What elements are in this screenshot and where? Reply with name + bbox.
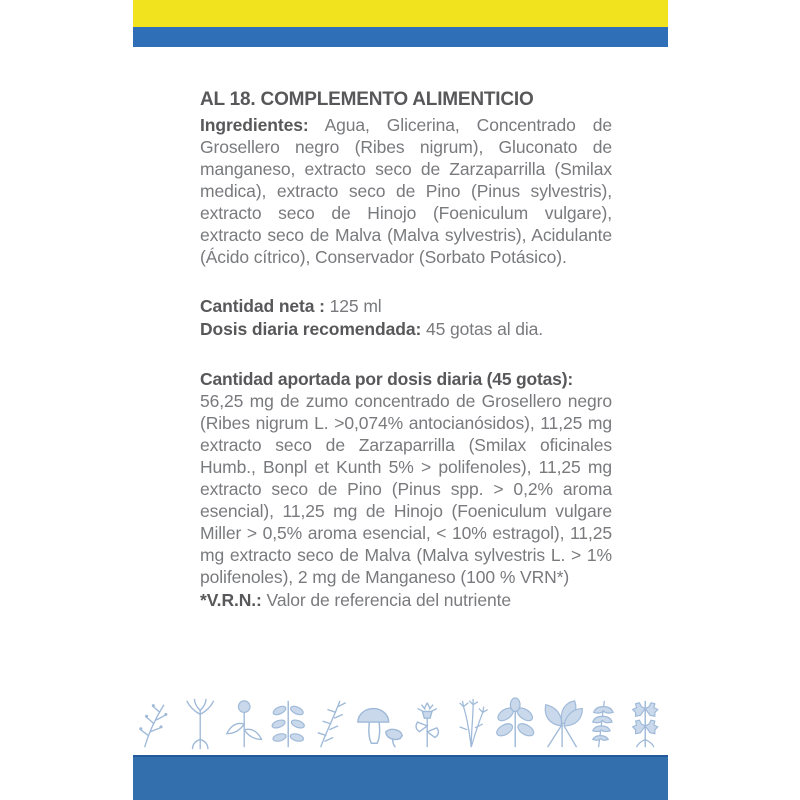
ginkgo-leaves-icon bbox=[538, 697, 586, 753]
fern-leaf-icon bbox=[587, 697, 622, 753]
top-yellow-band bbox=[133, 0, 668, 27]
ingredients-paragraph bbox=[200, 114, 612, 268]
daily-dose-value: 45 gotas al dia. bbox=[421, 319, 544, 339]
per-dose-block bbox=[200, 368, 612, 611]
ingredients-label: Ingredientes: bbox=[200, 115, 309, 135]
vrn-label: *V.R.N.: bbox=[200, 590, 262, 610]
label-content bbox=[133, 47, 668, 611]
nettle-plant-icon bbox=[624, 697, 666, 753]
per-dose-heading: Cantidad aportada por dosis diaria (45 gotas): bbox=[200, 369, 573, 389]
product-title: AL 18. COMPLEMENTO ALIMENTICIO bbox=[200, 89, 534, 110]
vrn-text: Valor de referencia del nutriente bbox=[261, 590, 511, 610]
root-plant-icon bbox=[179, 697, 221, 753]
sage-stalk-icon bbox=[267, 697, 309, 753]
net-quantity-line bbox=[200, 295, 612, 318]
per-dose-text: 56,25 mg de zumo concentrado de Grosellero negro (Ribes nigrum L. >0,074% antocianósidos), 11,25 mg extracto seco de Zarzaparrilla (Smilax oficinales Humb., Bonpl et Kunth 5% > polifenoles), 11,25 mg extracto seco de Pino (Pinus spp. > 0,2% aroma esencial), 11,25 mg de Hinojo (Foeniculum vulgare Miller > 0,5% aroma esencial, < 10% estragol), 11,25 mg extracto seco de Malva (Malva sylvestris L. > 1% polifenoles), 2 mg de Manganeso (100 % VRN*) bbox=[200, 391, 612, 587]
daily-dose-line bbox=[200, 318, 612, 341]
botanical-illustrations-row bbox=[133, 695, 668, 755]
leafy-branch-icon bbox=[494, 697, 536, 753]
bottom-blue-band bbox=[133, 755, 668, 800]
net-quantity-label: Cantidad neta : bbox=[200, 296, 325, 316]
daily-dose-label: Dosis diaria recomendada: bbox=[200, 319, 422, 339]
milk-thistle-icon bbox=[406, 697, 448, 753]
product-label-card bbox=[133, 0, 668, 800]
flowering-herb-icon bbox=[450, 697, 492, 753]
vrn-note bbox=[200, 589, 612, 611]
top-blue-band bbox=[133, 27, 668, 47]
mushrooms-icon bbox=[354, 697, 404, 753]
rosemary-sprig-icon bbox=[311, 697, 353, 753]
heather-sprig-icon bbox=[135, 697, 177, 753]
poppy-plant-icon bbox=[223, 697, 265, 753]
quantity-block bbox=[200, 295, 612, 341]
ingredients-text: Agua, Glicerina, Concentrado de Grosellero negro (Ribes nigrum), Gluconato de manganeso, extracto seco de Zarzaparrilla (Smilax medica), extracto seco de Pino (Pinus sylvestris), extracto seco de Hinojo (Foeniculum vulgare), extracto seco de Malva (Malva sylvestris), Acidulante (Ácido cítrico), Conservador (Sorbato Potásico). bbox=[200, 115, 612, 267]
net-quantity-value: 125 ml bbox=[324, 296, 382, 316]
